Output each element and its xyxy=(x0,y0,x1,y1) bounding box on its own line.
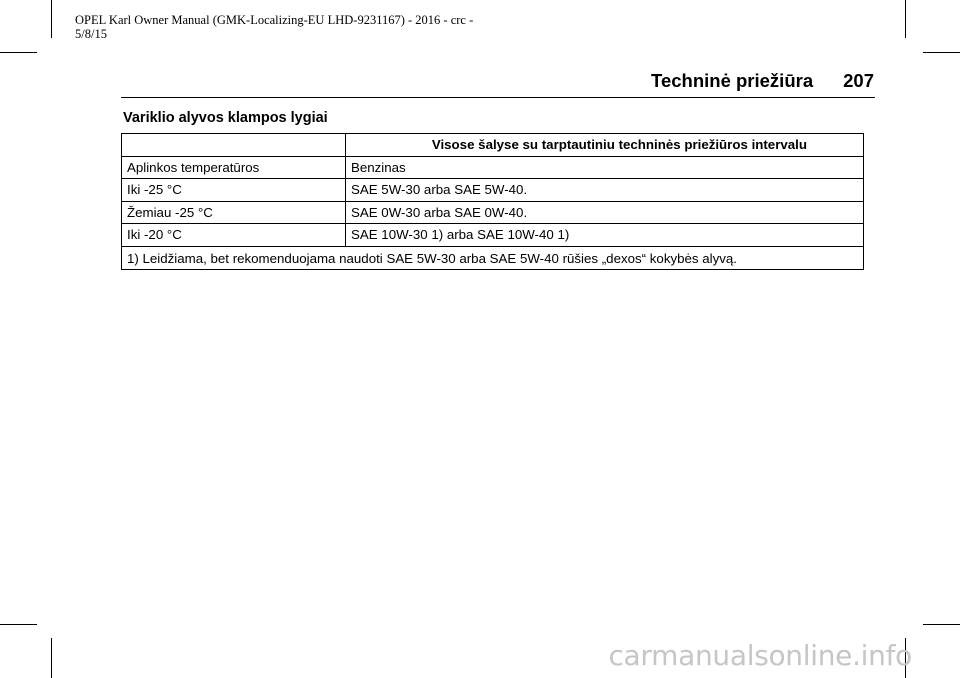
crop-mark xyxy=(923,624,960,625)
table-header-cell: Visose šalyse su tarptautiniu techninės priežiūros intervalu xyxy=(346,134,864,157)
table-row xyxy=(122,201,864,224)
table-header-row xyxy=(122,134,864,157)
table-cell: SAE 0W-30 arba SAE 0W-40. xyxy=(346,201,864,224)
table-cell: Aplinkos temperatūros xyxy=(122,156,346,179)
watermark: carmanualsonline.info xyxy=(608,639,912,672)
page-number: 207 xyxy=(843,70,874,91)
table-row xyxy=(122,179,864,202)
crop-mark xyxy=(923,52,960,53)
running-head-section: Techninė priežiūra xyxy=(651,70,814,91)
crop-mark xyxy=(0,624,37,625)
table-footnote-row xyxy=(122,246,864,270)
crop-mark xyxy=(51,638,52,678)
table-cell: Žemiau -25 °C xyxy=(122,201,346,224)
table-cell: Iki -25 °C xyxy=(122,179,346,202)
table-footnote: 1) Leidžiama, bet rekomenduojama naudoti SAE 5W-30 arba SAE 5W-40 rūšies „dexos“ kokybės alyvą. xyxy=(122,246,864,270)
header-rule xyxy=(121,97,875,98)
section-title: Variklio alyvos klampos lygiai xyxy=(123,110,328,126)
crop-mark xyxy=(0,52,37,53)
crop-mark xyxy=(51,0,52,38)
table-row xyxy=(122,156,864,179)
table-cell: SAE 10W-30 1) arba SAE 10W-40 1) xyxy=(346,224,864,247)
table-cell: Iki -20 °C xyxy=(122,224,346,247)
table-header-cell-empty xyxy=(122,134,346,157)
oil-viscosity-table xyxy=(121,133,864,270)
crop-mark xyxy=(905,0,906,38)
table-cell: SAE 5W-30 arba SAE 5W-40. xyxy=(346,179,864,202)
running-head xyxy=(651,70,874,92)
document-header: OPEL Karl Owner Manual (GMK-Localizing-EU LHD-9231167) - 2016 - crc - 5/8/15 xyxy=(75,13,474,41)
table-cell: Benzinas xyxy=(346,156,864,179)
table-row xyxy=(122,224,864,247)
